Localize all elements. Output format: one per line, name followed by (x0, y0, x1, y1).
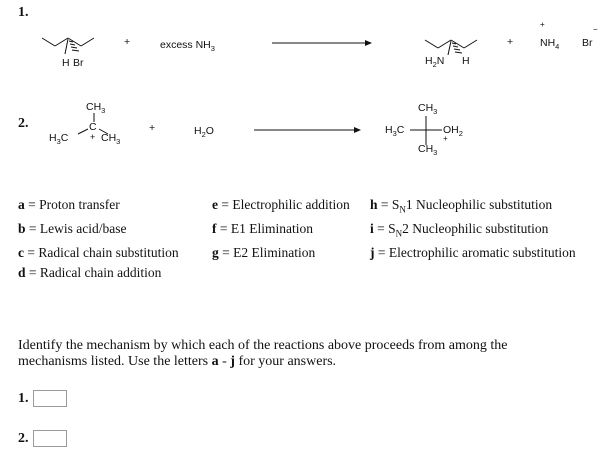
product-oh: OH (443, 124, 459, 136)
product-left-c: C (396, 124, 405, 136)
mechanism-a (18, 197, 120, 213)
mechanism-letter: f (212, 221, 217, 236)
mechanism-f (212, 221, 313, 237)
water-sub: 2 (201, 130, 206, 140)
mechanism-letter: a (18, 197, 25, 212)
carbocation-left-sub: 3 (56, 137, 61, 147)
ammonium-ion (540, 37, 559, 51)
product-bottom-sub: 3 (433, 148, 438, 158)
equals-sign: = (377, 245, 386, 260)
reaction-2-arrow (254, 127, 361, 133)
reaction-2-plus: + (149, 122, 156, 134)
problem-2-number: 2. (18, 116, 29, 131)
mechanism-d (18, 265, 161, 281)
mechanism-text: Radical chain addition (39, 265, 162, 280)
mechanism-text: E1 Elimination (230, 221, 313, 236)
bromide-charge: − (593, 25, 598, 34)
equals-sign: = (222, 245, 230, 260)
carbocation-left-h: H (49, 132, 57, 144)
carbocation-central-carbon: C (89, 121, 97, 133)
water-o: O (205, 125, 214, 137)
answer-2-label: 2. (18, 430, 29, 446)
mechanism-suffix: 2 Nucleophilic substitution (402, 221, 549, 236)
mechanism-prefix: S (388, 221, 396, 236)
answer-1-input[interactable] (33, 390, 67, 407)
equals-sign: = (28, 265, 37, 280)
ammonium-charge: + (540, 20, 545, 29)
mechanism-letter: g (212, 245, 219, 260)
ammonium-text: NH (540, 37, 556, 49)
mechanism-letter: d (18, 265, 26, 280)
reactant-1-skeleton (42, 38, 94, 54)
equals-sign: = (377, 221, 385, 236)
equals-sign: = (28, 197, 36, 212)
reaction-1-plus-1: + (124, 36, 131, 48)
product-top-ch: CH (418, 102, 434, 114)
mechanism-subscript: N (399, 204, 406, 215)
product-2-bonds (410, 116, 442, 145)
product-2-top-methyl (418, 102, 437, 116)
reagent-subscript: 3 (210, 44, 215, 54)
carbocation-right-sub: 3 (116, 137, 121, 147)
instructions-text-end: for your answers. (234, 354, 337, 369)
mechanism-i (370, 221, 548, 239)
reactant-1-h-label: H (62, 57, 70, 69)
product-2-left-methyl (385, 124, 404, 138)
carbocation-top-methyl (86, 101, 105, 115)
carbocation-left-c: C (60, 132, 69, 144)
water (194, 125, 214, 139)
carbocation-top-ch: CH (86, 101, 102, 113)
equals-sign: = (380, 197, 389, 212)
mechanism-c (18, 245, 179, 261)
amine-h: H (425, 55, 433, 67)
mechanism-text: E2 Elimination (233, 245, 316, 260)
equals-sign: = (28, 221, 37, 236)
answer-2-input[interactable] (33, 430, 67, 447)
mechanism-letter: b (18, 221, 26, 236)
product-oh-sub: 2 (458, 129, 463, 139)
water-h: H (194, 125, 202, 137)
reaction-1-arrow (272, 40, 372, 46)
carbocation-left-methyl (49, 132, 68, 146)
instructions-dash: - (218, 354, 231, 369)
equals-sign: = (221, 197, 229, 212)
mechanism-j (370, 245, 576, 261)
mechanism-letter: c (18, 245, 24, 260)
carbocation-right-methyl (101, 132, 120, 146)
product-bottom-ch: CH (418, 143, 434, 155)
product-left-h: H (385, 124, 393, 136)
equals-sign: = (219, 221, 228, 236)
mechanism-letter: j (370, 245, 375, 260)
oxonium-charge: + (443, 134, 448, 143)
reactant-1-br-label: Br (73, 57, 84, 69)
carbocation-right-ch: CH (101, 132, 117, 144)
mechanism-text: Radical chain substitution (38, 245, 179, 260)
mechanism-e (212, 197, 350, 213)
instructions-letter-j: j (230, 354, 235, 369)
mechanism-suffix: 1 Nucleophilic substitution (405, 197, 553, 212)
reaction-1-plus-2: + (507, 36, 514, 48)
mechanism-subscript: N (395, 228, 403, 239)
mechanism-letter: h (370, 197, 378, 212)
mechanism-g (212, 245, 315, 261)
product-1-skeleton (425, 40, 477, 55)
ammonium-subscript: 4 (555, 42, 560, 52)
product-top-sub: 3 (433, 107, 438, 117)
mechanism-text: Lewis acid/base (39, 221, 127, 236)
mechanism-text: Electrophilic aromatic substitution (388, 245, 576, 260)
amine-h-subscript: 2 (432, 60, 437, 70)
amine-n: N (436, 55, 445, 67)
product-1-amine-label (425, 55, 444, 69)
reagent-excess-ammonia (160, 39, 215, 53)
answer-1-label: 1. (18, 390, 29, 406)
product-2-bottom-methyl (418, 143, 437, 157)
mechanism-h (370, 197, 552, 215)
product-left-sub: 3 (392, 129, 397, 139)
bromide-ion: Br (582, 37, 593, 49)
carbocation-top-sub: 3 (101, 106, 106, 116)
instructions-letter-a: a (211, 354, 219, 369)
carbocation-charge: + (90, 132, 96, 142)
instructions-text: Identify the mechanism by which each of the reactions above proceeds from among the mechanisms listed. Use the letters (18, 338, 508, 369)
mechanism-letter: e (212, 197, 218, 212)
answer-row-2 (18, 430, 67, 447)
product-1-h-label: H (462, 55, 470, 67)
mechanism-letter: i (370, 221, 374, 236)
answer-row-1 (18, 390, 67, 407)
reagent-text: excess NH (160, 39, 211, 51)
equals-sign: = (27, 245, 35, 260)
mechanism-text: Proton transfer (39, 197, 120, 212)
mechanism-b (18, 221, 126, 237)
mechanism-text: Electrophilic addition (232, 197, 350, 212)
mechanism-prefix: S (391, 197, 400, 212)
instructions (18, 338, 578, 370)
problem-1-number: 1. (18, 5, 29, 20)
